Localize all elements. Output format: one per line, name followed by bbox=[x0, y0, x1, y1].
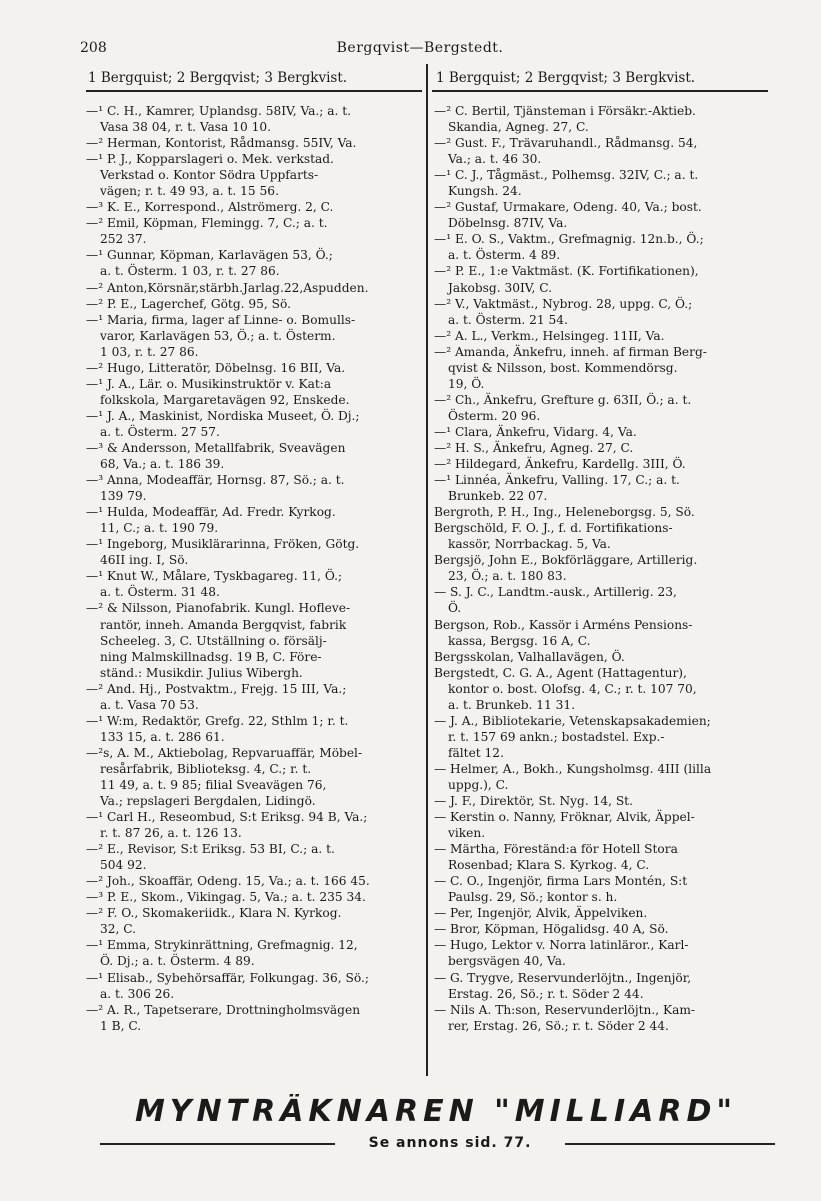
directory-entry-line: Verkstad o. Kontor Södra Uppfarts- bbox=[100, 168, 319, 183]
directory-entry-line: Ö. Dj.; a. t. Österm. 4 89. bbox=[100, 954, 255, 969]
directory-entry-line: Bergstedt, C. G. A., Agent (Hattagentur), bbox=[434, 665, 687, 680]
directory-entry-line: kassör, Norrbackag. 5, Va. bbox=[448, 537, 611, 552]
directory-entry-line: —² V., Vaktmäst., Nybrog. 28, uppg. C, Ö.; bbox=[434, 296, 693, 311]
directory-entry-line: Döbelnsg. 87IV, Va. bbox=[448, 216, 568, 231]
directory-entry-line: a. t. Vasa 70 53. bbox=[100, 697, 199, 712]
directory-entry-line: —² Hugo, Litteratör, Döbelnsg. 16 BII, Va. bbox=[86, 360, 346, 375]
directory-entry-line: a. t. Österm. 1 03, r. t. 27 86. bbox=[100, 264, 280, 279]
directory-entry-line: Kungsh. 24. bbox=[448, 184, 522, 199]
directory-entry-line: —¹ P. J., Kopparslageri o. Mek. verkstad. bbox=[86, 152, 334, 167]
directory-entry-line: —¹ Clara, Änkefru, Vidarg. 4, Va. bbox=[434, 424, 637, 439]
directory-entry-line: — Märtha, Föreständ:a för Hotell Stora bbox=[434, 842, 678, 857]
directory-entry-line: — C. O., Ingenjör, firma Lars Montén, S:t bbox=[434, 874, 688, 889]
directory-entry-line: qvist & Nilsson, bost. Kommendörsg. bbox=[448, 360, 678, 375]
directory-entry-line: —³ Anna, Modeaffär, Hornsg. 87, Sö.; a. t. bbox=[86, 473, 345, 488]
directory-entry-line: —² Joh., Skoaffär, Odeng. 15, Va.; a. t. 166 45. bbox=[86, 874, 370, 889]
directory-entry-line: — Hugo, Lektor v. Norra latinläror., Karl- bbox=[434, 938, 689, 953]
header-rule-right bbox=[432, 90, 768, 92]
directory-entry-line: Jakobsg. 30IV, C. bbox=[448, 280, 552, 295]
directory-entry-line: bergsvägen 40, Va. bbox=[448, 954, 566, 969]
directory-entry-line: Erstag. 26, Sö.; r. t. Söder 2 44. bbox=[448, 986, 644, 1001]
directory-entry-line: uppg.), C. bbox=[448, 777, 509, 792]
directory-entry-line: Bergschöld, F. O. J., f. d. Fortifikations- bbox=[434, 521, 673, 536]
directory-entry-line: a. t. Brunkeb. 11 31. bbox=[448, 697, 576, 712]
directory-entry-line: —¹ Elisab., Sybehörsaffär, Folkungag. 36, Sö.; bbox=[86, 970, 369, 985]
directory-entry-line: Rosenbad; Klara S. Kyrkog. 4, C. bbox=[448, 858, 650, 873]
directory-entry-line: kassa, Bergsg. 16 A, C. bbox=[448, 633, 591, 648]
column-divider bbox=[426, 64, 428, 1076]
directory-entry-line: —² Gustaf, Urmakare, Odeng. 40, Va.; bost. bbox=[434, 200, 702, 215]
directory-entry-line: Ö. bbox=[448, 601, 462, 616]
directory-entry-line: — S. J. C., Landtm.-ausk., Artillerig. 23, bbox=[434, 585, 677, 600]
directory-entry-line: —² F. O., Skomakeriidk., Klara N. Kyrkog. bbox=[86, 906, 342, 921]
directory-entry-line: —¹ Carl H., Reseombud, S:t Eriksg. 94 B, Va.; bbox=[86, 810, 368, 825]
directory-entry-line: —³ & Andersson, Metallfabrik, Sveavägen bbox=[86, 440, 346, 455]
directory-entry-line: —¹ Knut W., Målare, Tyskbagareg. 11, Ö.; bbox=[86, 569, 343, 584]
directory-entry-line: —¹ E. O. S., Vaktm., Grefmagnig. 12n.b., Ö.; bbox=[434, 232, 704, 247]
directory-entry-line: 23, Ö.; a. t. 180 83. bbox=[448, 569, 567, 584]
left-column bbox=[86, 103, 426, 1034]
directory-entry-line: Bergsjö, John E., Bokförläggare, Artillerig. bbox=[434, 553, 698, 568]
directory-entry-line: kontor o. bost. Olofsg. 4, C.; r. t. 107 70, bbox=[448, 681, 697, 696]
directory-entry-line: —³ P. E., Skom., Vikingag. 5, Va.; a. t. 235 34. bbox=[86, 890, 366, 905]
advertisement-note: Se annons sid. 77. bbox=[368, 1135, 532, 1151]
directory-entry-line: —² A. L., Verkm., Helsingeg. 11II, Va. bbox=[434, 328, 665, 343]
left-column-header: 1 Bergquist; 2 Bergqvist; 3 Bergkvist. bbox=[88, 70, 348, 86]
directory-entry-line: —² E., Revisor, S:t Eriksg. 53 BI, C.; a. t. bbox=[86, 842, 335, 857]
directory-entry-line: resårfabrik, Biblioteksg. 4, C.; r. t. bbox=[100, 761, 312, 776]
directory-entry-line: 11, C.; a. t. 190 79. bbox=[100, 521, 219, 536]
directory-entry-line: Vasa 38 04, r. t. Vasa 10 10. bbox=[100, 120, 271, 135]
directory-entry-line: folkskola, Margaretavägen 92, Enskede. bbox=[100, 392, 350, 407]
directory-entry-line: Va.; repslageri Bergdalen, Lidingö. bbox=[100, 794, 316, 809]
directory-entry-line: —² Anton,Körsnär,stärbh.Jarlag.22,Aspudden. bbox=[86, 280, 369, 295]
directory-entry-line: Brunkeb. 22 07. bbox=[448, 489, 548, 504]
directory-entry-line: r. t. 87 26, a. t. 126 13. bbox=[100, 826, 242, 841]
directory-entry-line: a. t. Österm. 27 57. bbox=[100, 424, 220, 439]
directory-entry-line: a. t. Österm. 31 48. bbox=[100, 585, 220, 600]
right-column bbox=[434, 103, 780, 1034]
directory-entry-line: —²s, A. M., Aktiebolag, Repvaruaffär, Möbel- bbox=[86, 745, 363, 760]
page-number: 208 bbox=[80, 40, 107, 56]
directory-entry-line: —² Herman, Kontorist, Rådmansg. 55IV, Va. bbox=[86, 136, 357, 151]
directory-entry-line: r. t. 157 69 ankn.; bostadstel. Exp.- bbox=[448, 729, 665, 744]
directory-entry-line: 32, C. bbox=[100, 922, 137, 937]
directory-entry-line: Bergsskolan, Valhallavägen, Ö. bbox=[434, 649, 625, 664]
directory-entry-line: Scheeleg. 3, C. Utställning o. försälj- bbox=[100, 633, 327, 648]
annons-rule-right bbox=[565, 1143, 775, 1145]
directory-entry-line: —² Hildegard, Änkefru, Kardellg. 3III, Ö. bbox=[434, 457, 686, 472]
directory-entry-line: — Nils A. Th:son, Reservunderlöjtn., Kam- bbox=[434, 1002, 696, 1017]
directory-entry-line: —² P. E., Lagerchef, Götg. 95, Sö. bbox=[86, 296, 291, 311]
directory-entry-line: rantör, inneh. Amanda Bergqvist, fabrik bbox=[100, 617, 347, 632]
directory-entry-line: Paulsg. 29, Sö.; kontor s. h. bbox=[448, 890, 618, 905]
directory-entry-line: —² Gust. F., Trävaruhandl., Rådmansg. 54, bbox=[434, 136, 698, 151]
directory-entry-line: —¹ J. A., Lär. o. Musikinstruktör v. Kat:a bbox=[86, 376, 332, 391]
right-column-header: 1 Bergquist; 2 Bergqvist; 3 Bergkvist. bbox=[436, 70, 696, 86]
directory-entry-line: Skandia, Agneg. 27, C. bbox=[448, 120, 589, 135]
directory-entry-line: 46II ing. I, Sö. bbox=[100, 553, 189, 568]
directory-entry-line: —² Amanda, Änkefru, inneh. af firman Berg- bbox=[434, 344, 707, 359]
directory-entry-line: ständ.: Musikdir. Julius Wibergh. bbox=[100, 665, 303, 680]
directory-entry-line: a. t. 306 26. bbox=[100, 986, 175, 1001]
directory-entry-line: viken. bbox=[448, 826, 486, 841]
directory-entry-line: ning Malmskillnadsg. 19 B, C. Före- bbox=[100, 649, 322, 664]
directory-entry-line: —¹ Gunnar, Köpman, Karlavägen 53, Ö.; bbox=[86, 248, 333, 263]
directory-entry-line: — J. F., Direktör, St. Nyg. 14, St. bbox=[434, 794, 633, 809]
directory-entry-line: —² & Nilsson, Pianofabrik. Kungl. Hofleve- bbox=[86, 601, 351, 616]
directory-entry-line: 504 92. bbox=[100, 858, 147, 873]
directory-entry-line: —¹ Maria, firma, lager af Linne- o. Bomulls- bbox=[86, 312, 356, 327]
directory-entry-line: —² P. E., 1:e Vaktmäst. (K. Fortifikationen), bbox=[434, 264, 699, 279]
directory-entry-line: 1 03, r. t. 27 86. bbox=[100, 344, 199, 359]
directory-entry-line: —² Emil, Köpman, Flemingg. 7, C.; a. t. bbox=[86, 216, 328, 231]
directory-entry-line: Bergson, Rob., Kassör i Arméns Pensions- bbox=[434, 617, 693, 632]
directory-entry-line: 252 37. bbox=[100, 232, 147, 247]
directory-entry-line: vägen; r. t. 49 93, a. t. 15 56. bbox=[100, 184, 279, 199]
directory-entry-line: —¹ Linnéa, Änkefru, Valling. 17, C.; a. t. bbox=[434, 473, 680, 488]
directory-entry-line: —² A. R., Tapetserare, Drottningholmsvägen bbox=[86, 1002, 361, 1017]
directory-entry-line: —² Ch., Änkefru, Grefture g. 63II, Ö.; a. t. bbox=[434, 392, 692, 407]
directory-entry-line: —¹ J. A., Maskinist, Nordiska Museet, Ö. Dj.; bbox=[86, 408, 360, 423]
directory-entry-line: 68, Va.; a. t. 186 39. bbox=[100, 457, 225, 472]
directory-entry-line: 139 79. bbox=[100, 489, 147, 504]
directory-entry-line: — J. A., Bibliotekarie, Vetenskapsakademien; bbox=[434, 713, 711, 728]
directory-entry-line: —¹ Ingeborg, Musiklärarinna, Fröken, Götg. bbox=[86, 537, 360, 552]
directory-entry-line: —¹ Hulda, Modeaffär, Ad. Fredr. Kyrkog. bbox=[86, 505, 336, 520]
directory-entry-line: Va.; a. t. 46 30. bbox=[448, 152, 542, 167]
directory-entry-line: fältet 12. bbox=[448, 745, 504, 760]
directory-entry-line: Bergroth, P. H., Ing., Heleneborgsg. 5, Sö. bbox=[434, 505, 695, 520]
directory-entry-line: —² H. S., Änkefru, Agneg. 27, C. bbox=[434, 440, 634, 455]
directory-entry-line: —² And. Hj., Postvaktm., Frejg. 15 III, Va.; bbox=[86, 681, 347, 696]
running-head: Bergqvist—Bergstedt. bbox=[336, 40, 504, 56]
annons-rule-left bbox=[100, 1143, 335, 1145]
header-rule-left bbox=[86, 90, 422, 92]
directory-entry-line: 133 15, a. t. 286 61. bbox=[100, 729, 225, 744]
directory-entry-line: — G. Trygve, Reservunderlöjtn., Ingenjör, bbox=[434, 970, 692, 985]
directory-entry-line: rer, Erstag. 26, Sö.; r. t. Söder 2 44. bbox=[448, 1018, 669, 1033]
directory-entry-line: a. t. Österm. 4 89. bbox=[448, 248, 561, 263]
directory-entry-line: — Per, Ingenjör, Alvik, Äppelviken. bbox=[434, 906, 648, 921]
directory-entry-line: 11 49, a. t. 9 85; filial Sveavägen 76, bbox=[100, 777, 327, 792]
directory-entry-line: —³ K. E., Korrespond., Alströmerg. 2, C. bbox=[86, 200, 334, 215]
directory-entry-line: —¹ Emma, Strykinrättning, Grefmagnig. 12, bbox=[86, 938, 358, 953]
page-header bbox=[80, 40, 760, 60]
directory-entry-line: — Helmer, A., Bokh., Kungsholmsg. 4III (lilla bbox=[434, 761, 712, 776]
directory-entry-line: —² C. Bertil, Tjänsteman i Försäkr.-Aktieb. bbox=[434, 104, 696, 118]
directory-entry-line: Österm. 20 96. bbox=[448, 408, 541, 423]
directory-entry-line: — Kerstin o. Nanny, Fröknar, Alvik, Äppel- bbox=[434, 810, 695, 825]
directory-entry-line: varor, Karlavägen 53, Ö.; a. t. Österm. bbox=[100, 328, 336, 343]
advertisement-banner: MYNTRÄKNAREN "MILLIARD" bbox=[134, 1094, 738, 1129]
directory-entry-line: —¹ C. J., Tågmäst., Polhemsg. 32IV, C.; a. t. bbox=[434, 168, 699, 183]
directory-entry-line: 19, Ö. bbox=[448, 376, 485, 391]
directory-entry-line: a. t. Österm. 21 54. bbox=[448, 312, 568, 327]
directory-entry-line: —¹ W:m, Redaktör, Grefg. 22, Sthlm 1; r. t. bbox=[86, 713, 349, 728]
directory-entry-line: —¹ C. H., Kamrer, Uplandsg. 58IV, Va.; a. t. bbox=[86, 104, 352, 118]
directory-entry-line: — Bror, Köpman, Högalidsg. 40 A, Sö. bbox=[434, 922, 669, 937]
directory-entry-line: 1 B, C. bbox=[100, 1018, 142, 1033]
